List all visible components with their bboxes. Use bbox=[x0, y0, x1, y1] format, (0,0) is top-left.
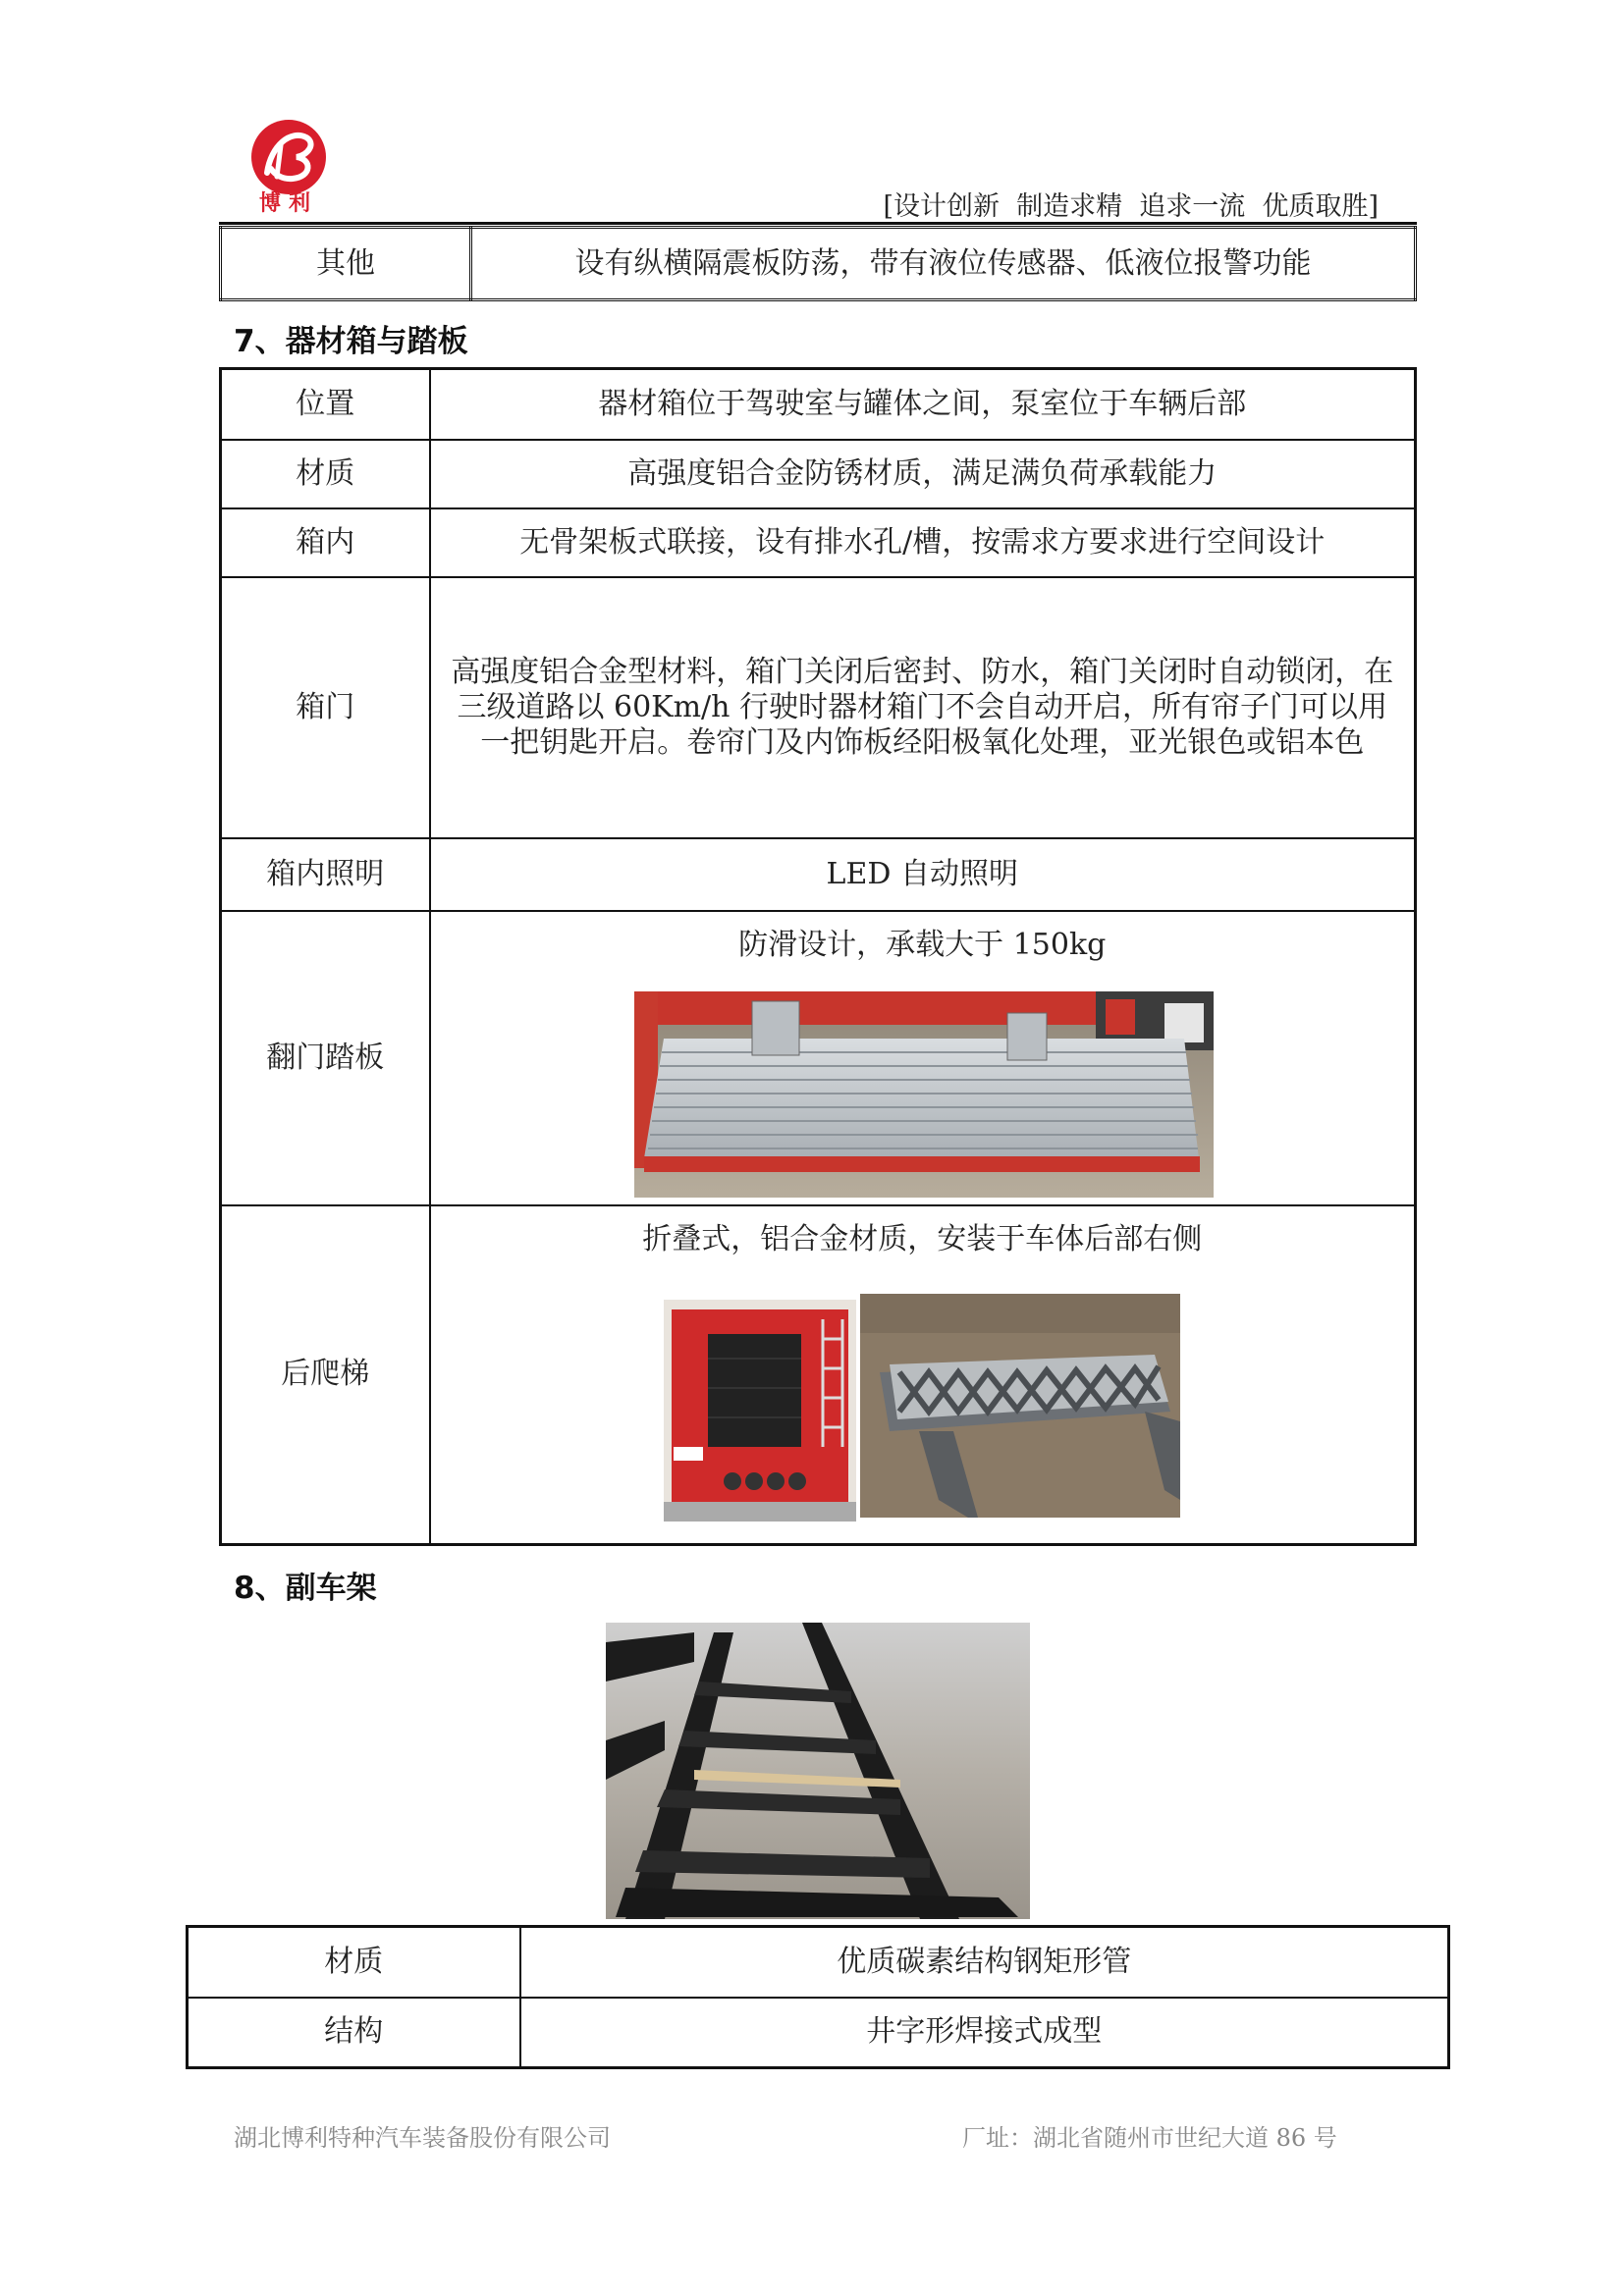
ladder-step-photo bbox=[860, 1294, 1180, 1518]
row-label: 箱内照明 bbox=[221, 838, 430, 911]
row-label: 其他 bbox=[221, 228, 471, 300]
row-value: 高强度铝合金型材料，箱门关闭后密封、防水，箱门关闭时自动锁闭，在三级道路以 60Km/h 行驶时器材箱门不会自动开启，所有帘子门可以用一把钥匙开启。卷帘门及内饰板经阳极氧化处理，亚光银色或铝本色 bbox=[430, 577, 1416, 838]
row-value: 优质碳素结构钢矩形管 bbox=[520, 1927, 1449, 1998]
row-label: 材质 bbox=[188, 1927, 520, 1998]
table-row bbox=[221, 838, 1416, 911]
row-value: 防滑设计，承载大于 150kg bbox=[738, 927, 1107, 962]
section-title-subframe: 8、副车架 bbox=[234, 1571, 377, 1606]
row-label: 结构 bbox=[188, 1998, 520, 2068]
table-row bbox=[221, 228, 1416, 300]
table-row bbox=[221, 440, 1416, 508]
row-value: 高强度铝合金防锈材质，满足满负荷承载能力 bbox=[430, 440, 1416, 508]
row-label: 材质 bbox=[221, 440, 430, 508]
header-slogan: [设计创新 制造求精 追求一流 优质取胜] bbox=[883, 191, 1379, 222]
footer-address: 厂址：湖北省随州市世纪大道 86 号 bbox=[962, 2124, 1337, 2152]
subframe-table bbox=[186, 1925, 1450, 2069]
row-value: 折叠式，铝合金材质，安装于车体后部右侧 bbox=[642, 1221, 1203, 1256]
other-spec-table bbox=[219, 226, 1417, 301]
step-photo bbox=[634, 991, 1214, 1198]
table-row bbox=[188, 1927, 1449, 1998]
header-divider bbox=[219, 222, 1417, 225]
row-value: 器材箱位于驾驶室与罐体之间，泵室位于车辆后部 bbox=[430, 369, 1416, 440]
logo-text: 博利 bbox=[258, 191, 318, 216]
footer-company: 湖北博利特种汽车装备股份有限公司 bbox=[234, 2124, 611, 2152]
row-label: 后爬梯 bbox=[221, 1205, 430, 1545]
table-row bbox=[221, 508, 1416, 577]
row-label: 位置 bbox=[221, 369, 430, 440]
row-label: 箱内 bbox=[221, 508, 430, 577]
row-value: LED 自动照明 bbox=[430, 838, 1416, 911]
row-value: 设有纵横隔震板防荡，带有液位传感器、低液位报警功能 bbox=[471, 228, 1416, 300]
table-row bbox=[221, 577, 1416, 838]
row-label: 翻门踏板 bbox=[221, 911, 430, 1205]
row-label: 箱门 bbox=[221, 577, 430, 838]
table-row bbox=[188, 1998, 1449, 2068]
row-value: 无骨架板式联接，设有排水孔/槽，按需求方要求进行空间设计 bbox=[430, 508, 1416, 577]
row-value: 井字形焊接式成型 bbox=[520, 1998, 1449, 2068]
table-row bbox=[221, 369, 1416, 440]
subframe-photo bbox=[606, 1623, 1030, 1919]
truck-rear-photo bbox=[664, 1300, 856, 1522]
section-title-equipment-box: 7、器材箱与踏板 bbox=[234, 324, 468, 359]
